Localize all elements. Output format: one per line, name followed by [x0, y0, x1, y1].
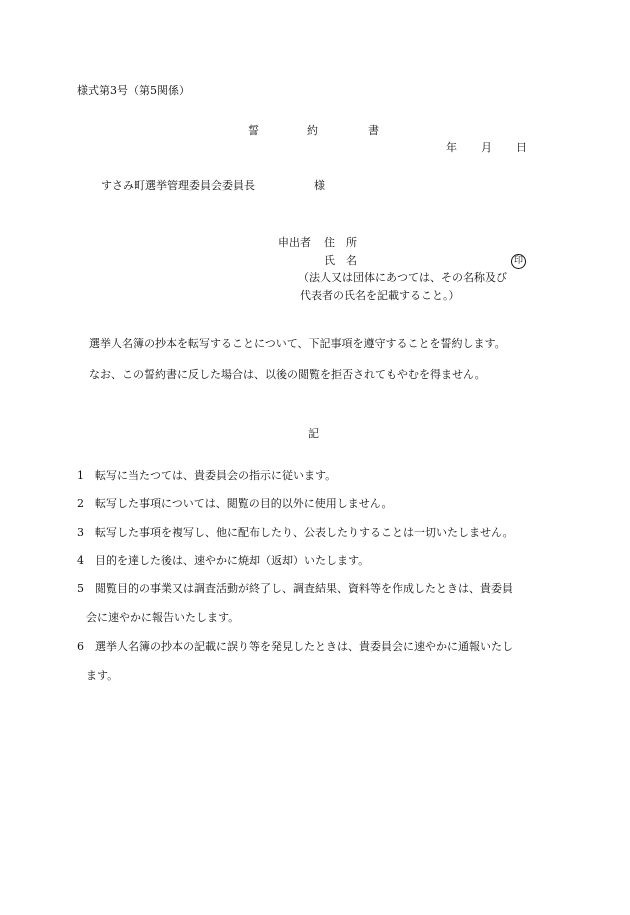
item-number: 3 — [77, 526, 84, 539]
list-item — [77, 469, 337, 482]
list-item — [77, 526, 514, 539]
item-number: 5 — [77, 582, 84, 595]
title-char-1: 誓 — [248, 124, 259, 137]
addressee: すさみ町選挙管理委員会委員長 — [101, 179, 255, 192]
list-item — [77, 582, 513, 595]
item-number: 4 — [77, 554, 84, 567]
list-item — [77, 640, 513, 653]
date-month: 月 — [481, 141, 492, 154]
seal-circle: 印 — [511, 254, 526, 269]
applicant-label: 申出者 — [278, 236, 311, 249]
item-number: 2 — [77, 497, 84, 510]
form-number: 様式第3号（第5関係） — [77, 84, 190, 97]
list-item — [77, 497, 393, 510]
seal-mark — [511, 254, 526, 269]
address-label: 住 所 — [324, 236, 357, 249]
title-char-2: 約 — [307, 124, 318, 137]
honorific: 様 — [314, 179, 325, 192]
list-item — [77, 554, 370, 567]
date-year: 年 — [446, 141, 457, 154]
name-label: 氏 名 — [324, 254, 357, 267]
body-paragraph-2: なお、この誓約書に反した場合は、以後の閲覧を拒否されてもやむを得ません。 — [89, 368, 486, 381]
list-item-continuation: ます。 — [86, 669, 119, 682]
item-text: 選挙人名簿の抄本の記載に誤り等を発見したときは、貴委員会に速やかに通報いたし — [95, 640, 513, 653]
item-number: 6 — [77, 640, 84, 653]
date-day: 日 — [516, 141, 527, 154]
item-number: 1 — [77, 469, 84, 482]
date-line — [0, 142, 630, 156]
body-paragraph-1: 選挙人名簿の抄本を転写することについて、下記事項を遵守することを誓約します。 — [89, 337, 506, 350]
item-text: 閲覧目的の事業又は調査活動が終了し、調査結果、資料等を作成したときは、貴委員 — [95, 582, 513, 595]
item-text: 転写に当たつては、貴委員会の指示に従います。 — [95, 469, 337, 482]
item-text: 目的を達した後は、速やかに焼却（返却）いたします。 — [95, 554, 370, 567]
item-text: 転写した事項を複写し、他に配布したり、公表したりすることは一切いたしません。 — [95, 526, 514, 539]
title-char-3: 書 — [368, 124, 379, 137]
document-title — [0, 125, 630, 139]
item-text: 転写した事項については、閲覧の目的以外に使用しません。 — [95, 497, 393, 510]
applicant-note-line2: 代表者の氏名を記載すること。） — [300, 289, 460, 302]
list-item-continuation: 会に速やかに報告いたします。 — [86, 611, 240, 624]
applicant-note-line1: （法人又は団体にあつては、その名称及び — [298, 271, 507, 284]
ki-heading: 記 — [308, 427, 319, 440]
